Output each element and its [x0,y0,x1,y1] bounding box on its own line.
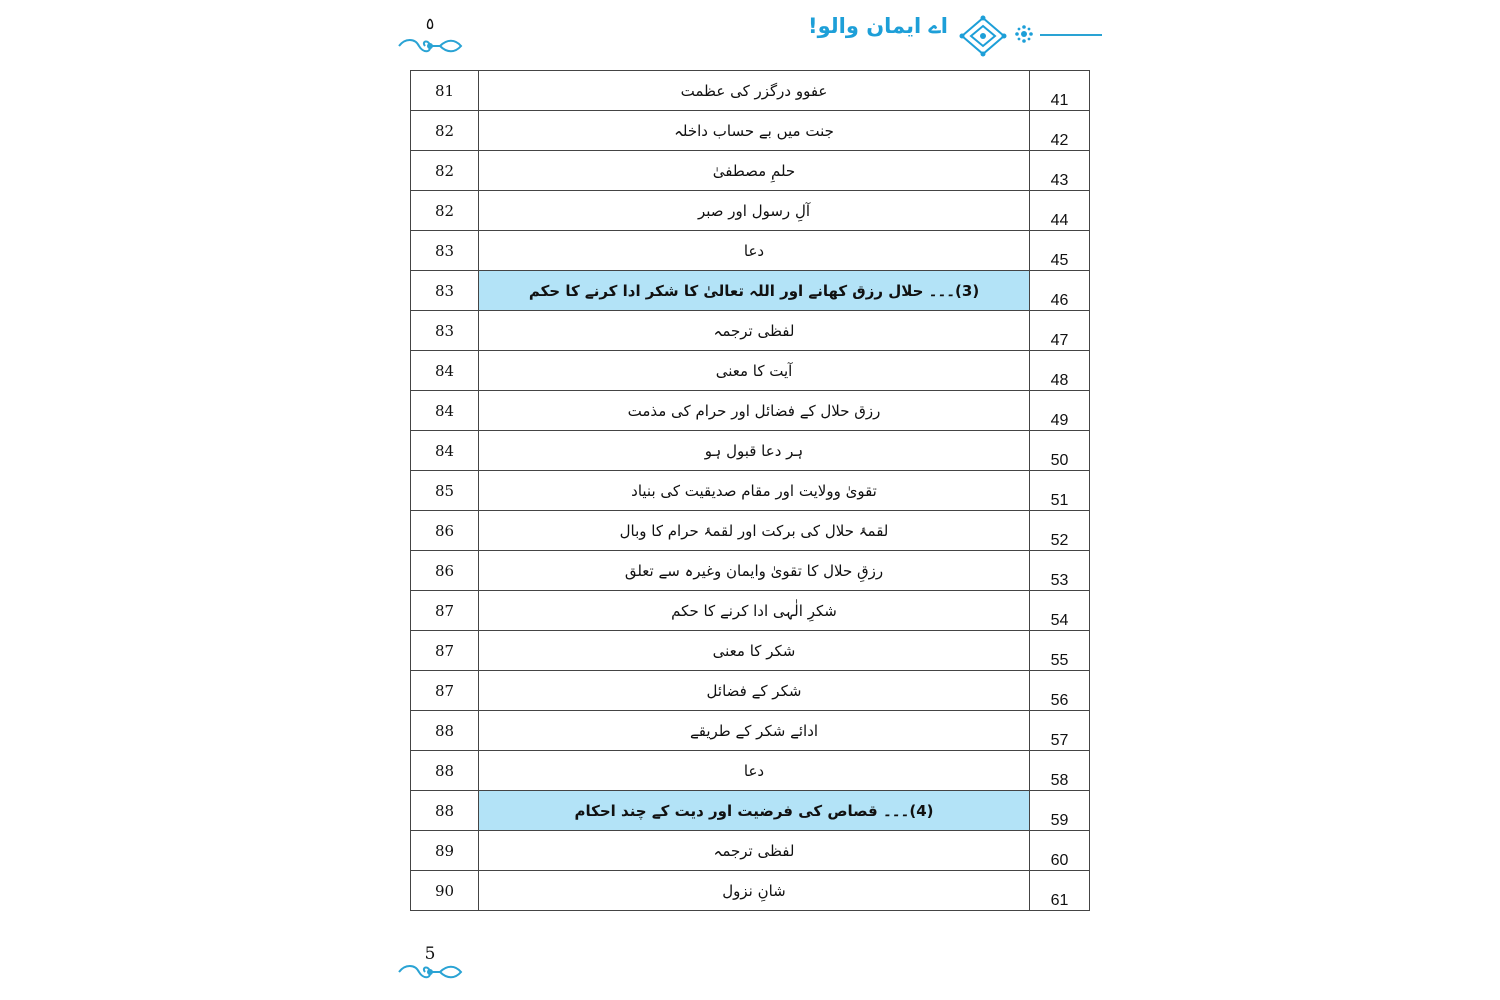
table-row [411,271,1090,311]
serial-number-cell: 42 [1030,111,1090,151]
table-row [411,191,1090,231]
topic-title-cell: لفظی ترجمہ [479,831,1030,871]
topic-title-cell: آلِ رسول اور صبر [479,191,1030,231]
table-row [411,111,1090,151]
table-row [411,391,1090,431]
page-number-cell: 84 [411,351,479,391]
page-number-cell: 86 [411,511,479,551]
footer-page-number: 5 [424,944,436,964]
table-of-contents [410,70,1090,911]
chapter-heading-cell: (3)۔۔۔ حلال رزق کھانے اور اللہ تعالیٰ کا شکر ادا کرنے کا حکم [479,271,1030,311]
table-row [411,311,1090,351]
serial-number-cell: 59 [1030,791,1090,831]
serial-number-cell: 52 [1030,511,1090,551]
table-row [411,351,1090,391]
table-row [411,831,1090,871]
serial-number-cell: 47 [1030,311,1090,351]
serial-number-cell: 54 [1030,591,1090,631]
topic-title-cell: آیت کا معنی [479,351,1030,391]
table-row [411,231,1090,271]
page-number-cell: 81 [411,71,479,111]
page-number-cell: 88 [411,711,479,751]
table-row [411,791,1090,831]
page-number-cell: 87 [411,631,479,671]
page-number-cell: 88 [411,791,479,831]
topic-title-cell: شانِ نزول [479,871,1030,911]
chapter-heading-cell: (4)۔۔۔ قصاص کی فرضیت اور دیت کے چند احکام [479,791,1030,831]
floral-ornament-icon [958,14,1008,58]
flourish-ornament-icon [395,962,465,982]
page-number-cell: 87 [411,591,479,631]
topic-title-cell: دعا [479,751,1030,791]
serial-number-cell: 60 [1030,831,1090,871]
table-row [411,511,1090,551]
table-row [411,631,1090,671]
header-page-number: ٥ [425,14,435,33]
serial-number-cell: 57 [1030,711,1090,751]
topic-title-cell: تقویٰ وولایت اور مقام صدیقیت کی بنیاد [479,471,1030,511]
topic-title-cell: دعا [479,231,1030,271]
header-rule [1040,34,1102,36]
page-number-cell: 82 [411,191,479,231]
serial-number-cell: 50 [1030,431,1090,471]
topic-title-cell: ہر دعا قبول ہو [479,431,1030,471]
book-title: اے ایمان والو! [808,14,948,38]
serial-number-cell: 61 [1030,871,1090,911]
topic-title-cell: ادائے شکر کے طریقے [479,711,1030,751]
serial-number-cell: 48 [1030,351,1090,391]
page-number-cell: 84 [411,391,479,431]
table-row [411,431,1090,471]
topic-title-cell: شکر کے فضائل [479,671,1030,711]
topic-title-cell: شکر کا معنی [479,631,1030,671]
table-row [411,471,1090,511]
table-row [411,751,1090,791]
topic-title-cell: جنت میں بے حساب داخلہ [479,111,1030,151]
topic-title-cell: لقمۂ حلال کی برکت اور لقمۂ حرام کا وبال [479,511,1030,551]
topic-title-cell: لفظی ترجمہ [479,311,1030,351]
topic-title-cell: رزقِ حلال کا تقویٰ وایمان وغیرہ سے تعلق [479,551,1030,591]
small-star-ornament-icon [1014,24,1034,44]
serial-number-cell: 41 [1030,71,1090,111]
topic-title-cell: عفوو درگزر کی عظمت [479,71,1030,111]
page-number-cell: 83 [411,231,479,271]
page-number-cell: 83 [411,311,479,351]
serial-number-cell: 43 [1030,151,1090,191]
page-number-cell: 83 [411,271,479,311]
page-number-cell: 82 [411,151,479,191]
serial-number-cell: 53 [1030,551,1090,591]
page-number-cell: 84 [411,431,479,471]
table-row [411,151,1090,191]
table-row [411,551,1090,591]
page-number-cell: 86 [411,551,479,591]
table-row [411,711,1090,751]
page-number-cell: 88 [411,751,479,791]
table-row [411,71,1090,111]
table-row [411,871,1090,911]
topic-title-cell: شکرِ الٰہی ادا کرنے کا حکم [479,591,1030,631]
serial-number-cell: 58 [1030,751,1090,791]
page-number-cell: 85 [411,471,479,511]
page-number-cell: 87 [411,671,479,711]
page-number-cell: 90 [411,871,479,911]
topic-title-cell: رزق حلال کے فضائل اور حرام کی مذمت [479,391,1030,431]
page-number-cell: 89 [411,831,479,871]
page-number-cell: 82 [411,111,479,151]
serial-number-cell: 55 [1030,631,1090,671]
topic-title-cell: حلمِ مصطفیٰ [479,151,1030,191]
serial-number-cell: 45 [1030,231,1090,271]
table-row [411,671,1090,711]
serial-number-cell: 51 [1030,471,1090,511]
table-row [411,591,1090,631]
serial-number-cell: 46 [1030,271,1090,311]
serial-number-cell: 56 [1030,671,1090,711]
serial-number-cell: 49 [1030,391,1090,431]
flourish-ornament-icon [395,36,465,56]
serial-number-cell: 44 [1030,191,1090,231]
